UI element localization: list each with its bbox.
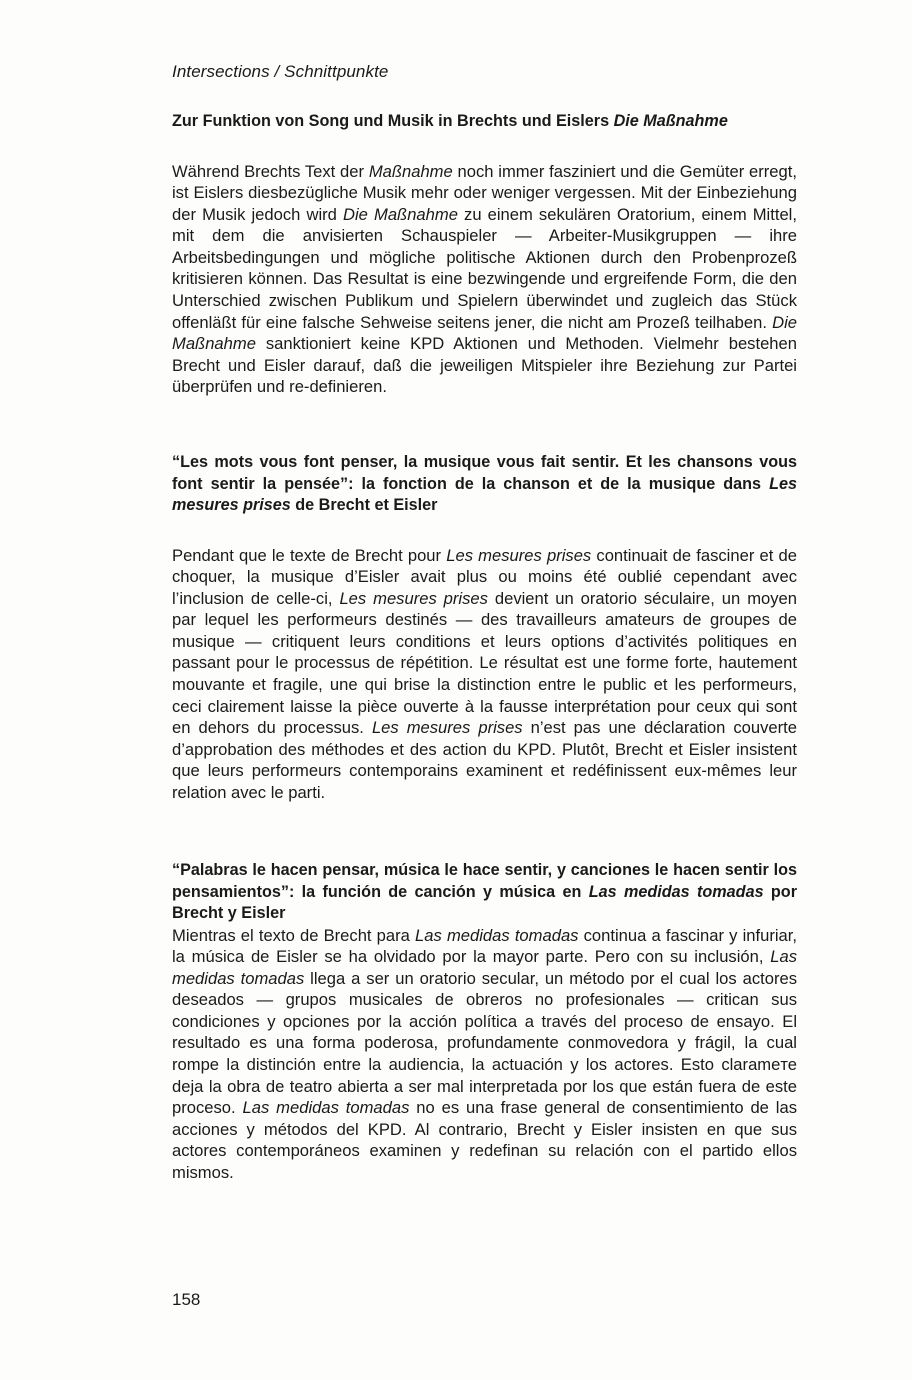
page-number: 158	[172, 1290, 201, 1309]
body-text: Mientras el texto de Brecht para	[172, 925, 416, 945]
section-heading	[172, 860, 797, 925]
body-title-italic: Les mesures prises	[339, 588, 488, 608]
section-french	[172, 452, 797, 804]
section-body	[172, 545, 797, 804]
body-title-italic: Die Maßnahme	[172, 312, 797, 354]
heading-text: de Brecht et Eisler	[290, 496, 438, 514]
body-text: continua a fascinar y infuriar, la música de Eisler se ha olvidado por la mayor parte. Pero con su inclusión,	[172, 925, 797, 967]
body-text: llega a ser un oratorio secular, un método por el cual los actores deseados — grupos musicales de obreros no profesionales — critican sus condiciones y opciones por la acción política a través del proceso de ensayo. El resultado es una forma poderosa, profundamente conmovedora y frágil, la cual rompe la distinción entre la audiencia, la actuación y los actores. Esto clarameте deja la obra de teatro abierta a ser mal interpretada por los que están fuera de este proceso.	[172, 968, 798, 1118]
body-text: n’est pas une déclaration couverte d’approbation des méthodes et des action du KPD. Plutôt, Brecht et Eisler insistent que leurs performeurs contemporains examinent et redéfinissent eux-mêmes leur relation avec le parti.	[172, 718, 797, 803]
body-title-italic: Maßnahme	[368, 161, 453, 181]
section-heading	[172, 452, 797, 517]
section-heading	[172, 111, 797, 133]
heading-title-italic: Die Maßnahme	[613, 112, 728, 130]
section-spanish	[172, 860, 797, 1184]
body-text: devient un oratorio séculaire, un moyen par lequel les performeurs destinés — des travailleurs amateurs de groupes de musique — critiquent leurs conditions et leurs options d’activités politiques en passant pour le processus de répétition. Le résultat est une forme forte, hautement mouvante et fragile, une qui brise la distinction entre le public et les performeurs, ceci clairement laisse la pièce ouverte à la fausse interprétation pour ceux qui sont en dehors du processus.	[172, 588, 798, 738]
heading-title-italic: Las medidas tomadas	[588, 882, 764, 901]
section-body	[172, 925, 797, 1184]
body-text: Pendant que le texte de Brecht pour	[172, 545, 447, 565]
body-text: Während Brechts Text der	[172, 161, 369, 181]
section-body	[172, 161, 797, 399]
heading-title-italic: Les mesures prises	[172, 474, 797, 514]
body-text: zu einem sekulären Oratorium, einem Mittel, mit dem die anvisierten Schauspieler — Arbeiter-Musikgruppen — ihre Arbeitsbedingungen und mögliche politische Aktionen durch den Probenprozeß kritisieren können. Das Resultat is eine bezwingende und ergreifende Form, die den Unterschied zwischen Publikum und Spielern überwindet und zugleich das Stück offenläßt für eine falsche Sehweise seitens jener, die nicht am Prozeß teilhaben.	[172, 204, 797, 332]
body-text: sanktioniert keine KPD Aktionen und Methoden. Vielmehr bestehen Brecht und Eisler darauf, daß die jeweiligen Mitspieler ihre Beziehung zur Partei überprüfen und re-definieren.	[172, 334, 797, 397]
body-title-italic: Les mesures prises	[371, 718, 523, 738]
heading-text: “Palabras le hacen pensar, música le hace sentir, y canciones le hacen sentir los pensamientos”: la función de canción y música en	[172, 861, 797, 901]
body-text: noch immer fasziniert und die Gemüter erregt, ist Eislers diesbezügliche Musik mehr oder weniger vergessen. Mit der Einbeziehung der Musik jedoch wird	[172, 161, 797, 224]
heading-text: por Brecht y Eisler	[172, 882, 797, 922]
body-title-italic: Les mesures prises	[446, 545, 592, 565]
body-title-italic: Las medidas tomadas	[242, 1098, 410, 1118]
body-title-italic: Las medidas tomadas	[172, 947, 797, 988]
heading-text: Zur Funktion von Song und Musik in Brechts und Eislers	[172, 112, 614, 130]
body-title-italic: Las medidas tomadas	[415, 925, 579, 945]
running-head: Intersections / Schnittpunkte	[172, 62, 389, 81]
section-german	[172, 111, 797, 398]
body-text: no es una frase general de consentimiento de las acciones y métodos del KPD. Al contrario, Brecht y Eisler insisten en que sus actores contemporáneos examinen y redefinan su relación con el partido ellos mismos.	[172, 1098, 797, 1183]
body-text: continuait de fasciner et de choquer, la musique d’Eisler avait plus ou moins été oublié cependant avec l’inclusion de celle-ci,	[172, 545, 797, 608]
heading-text: “Les mots vous font penser, la musique vous fait sentir. Et les chansons vous font sentir la pensée”: la fonction de la chanson et de la musique dans	[172, 453, 797, 493]
body-title-italic: Die Maßnahme	[343, 204, 458, 224]
